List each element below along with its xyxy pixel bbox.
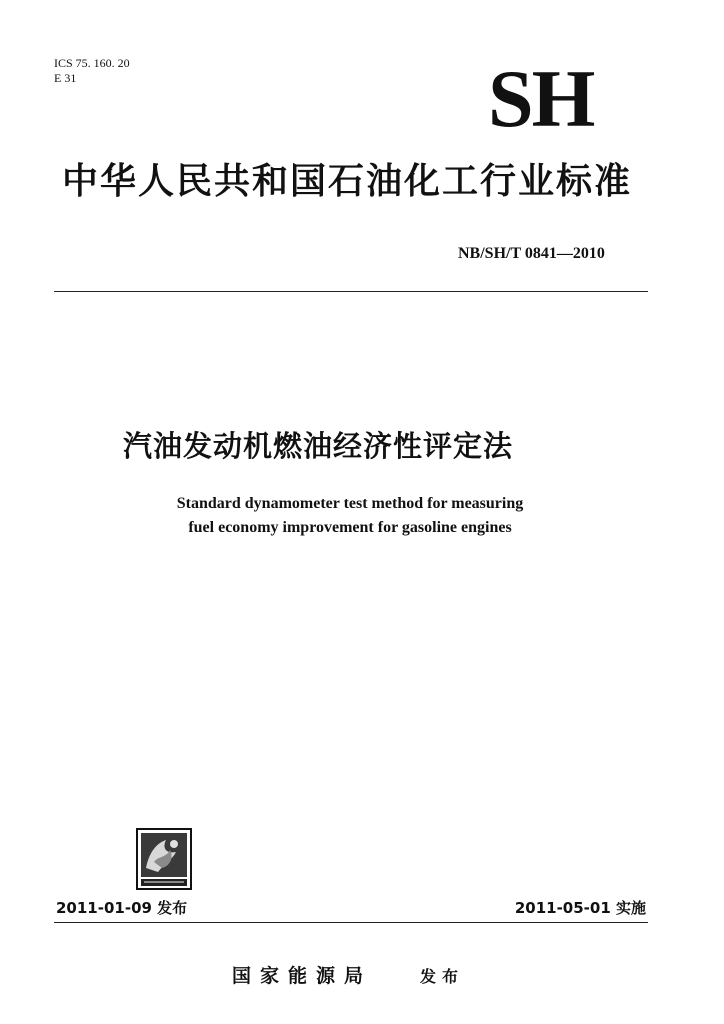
document-title-en-line1: Standard dynamometer test method for measuring <box>176 495 524 512</box>
class-code: E 31 <box>54 71 77 85</box>
issued-label: 发布 <box>420 967 465 986</box>
document-title-en <box>0 492 700 540</box>
top-divider <box>54 291 648 292</box>
document-title-en-line2: fuel economy improvement for gasoline engines <box>188 519 512 536</box>
standard-number: NB/SH/T 0841—2010 <box>458 245 605 262</box>
ics-code: ICS 75. 160. 20 <box>54 56 130 70</box>
document-title-cn: 汽油发动机燃油经济性评定法 <box>123 429 514 463</box>
effective-date: 2011-05-01 实施 <box>514 899 646 917</box>
standard-category-title: 中华人民共和国石油化工行业标准 <box>62 161 633 202</box>
sh-logo: SH <box>488 53 594 144</box>
issuing-authority: 国家能源局 <box>232 965 373 987</box>
publish-date: 2011-01-09 发布 <box>56 899 188 917</box>
classification-codes <box>54 56 130 86</box>
bottom-divider <box>54 922 648 923</box>
publisher-seal-icon <box>136 828 192 890</box>
